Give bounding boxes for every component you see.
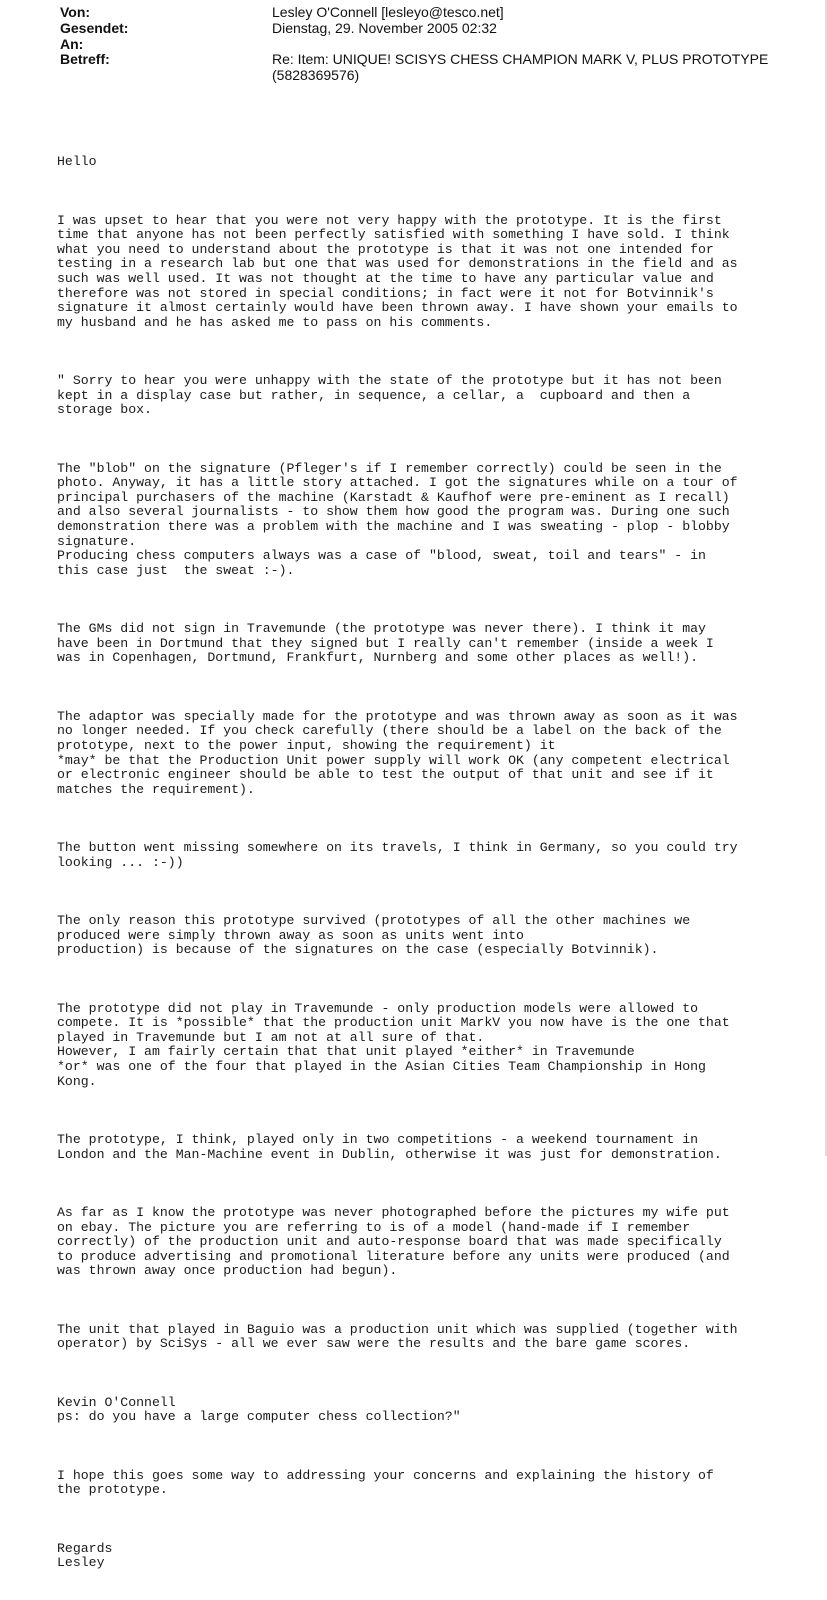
paragraph-4: The GMs did not sign in Travemunde (the prototype was never there). I think it may have been in Dortmund that they signed but I really can't remember (inside a week I was in Copenhagen, Dortmund, Frankfurt, Nurnberg and some other places as well!). [57, 621, 714, 666]
subject-value: Re: Item: UNIQUE! SCISYS CHESS CHAMPION MARK V, PLUS PROTOTYPE (5828369576) [272, 51, 769, 83]
closing: Regards Lesley [57, 1540, 113, 1571]
paragraph-9: The prototype, I think, played only in two competitions - a weekend tournament in London and the Man-Machine event in Dublin, otherwise it was just for demonstration. [57, 1131, 722, 1162]
paragraph-2: " Sorry to hear you were unhappy with the state of the prototype but it has not been kept in a display case but rather, in sequence, a cellar, a cupboard and then a storage box. [57, 373, 722, 418]
paragraph-12: Kevin O'Connell ps: do you have a large computer chess collection?" [57, 1394, 461, 1425]
paragraph-13: I hope this goes some way to addressing your concerns and explaining the history of the prototype. [57, 1467, 714, 1498]
sent-value: Dienstag, 29. November 2005 02:32 [272, 20, 497, 36]
paragraph-3: The "blob" on the signature (Pfleger's if I remember correctly) could be seen in the photo. Anyway, it has a little story attached. I got the signatures while on a tour of principal purchasers of the machine (Karstadt & Kaufhof were pre-eminent as I recall) and also several journalists - to show them how good the program was. During one such demonstration there was a problem with the machine and I was sweating - plop - blobby signature. Producing chess computers always was a case of "blood, sweat, toil and tears" - in this case just the sweat :-). [57, 460, 738, 578]
paragraph-7: The only reason this prototype survived (prototypes of all the other machines we produced were simply thrown away as soon as units went into production) is because of the signatures on the case (especially Botvinnik). [57, 913, 691, 958]
subject-label: Betreff: [60, 51, 110, 67]
from-value: Lesley O'Connell [lesleyo@tesco.net] [272, 4, 504, 20]
paragraph-8: The prototype did not play in Travemunde - only production models were allowed to compete. It is *possible* that the production unit MarkV you now have is the one that played in Travemunde but I am not at all sure of that. However, I am fairly certain that that unit played *either* in Travemunde *or* was one of the four that played in the Asian Cities Team Championship in Hong Kong. [57, 1000, 730, 1089]
paragraph-6: The button went missing somewhere on its travels, I think in Germany, so you could try looking ... :-)) [57, 840, 738, 870]
greeting: Hello [57, 154, 97, 170]
paragraph-5: The adaptor was specially made for the prototype and was thrown away as soon as it was no longer needed. If you check carefully (there should be a label on the back of the prototype, next to the power input, showing the requirement) it *may* be that the Production Unit power supply will work OK (any competent electrical or electronic engineer should be able to test the output of that unit and see if it matches the requirement). [57, 708, 738, 797]
sent-label: Gesendet: [60, 20, 129, 36]
paragraph-11: The unit that played in Baguio was a production unit which was supplied (together with operator) by SciSys - all we ever saw were the results and the bare game scores. [57, 1321, 738, 1352]
paragraph-10: As far as I know the prototype was never photographed before the pictures my wife put on ebay. The picture you are referring to is of a model (hand-made if I remember correctly) of the production unit and auto-response board that was made specifically to produce advertising and promotional literature before any units were produced (and was thrown away once production had begun). [57, 1204, 730, 1279]
from-label: Von: [60, 4, 91, 20]
paragraph-1: I was upset to hear that you were not very happy with the prototype. It is the first time that anyone has not been perfectly satisfied with something I have sold. I think what you need to understand about the prototype is that it was not one intended for testing in a research lab but one that was used for demonstrations in the field and as such was well used. It was not thought at the time to have any particular value and therefore was not stored in special conditions; in fact were it not for Botvinnik's signature it almost certainly would have been thrown away. I have shown your emails to my husband and he has asked me to pass on his comments. [57, 212, 738, 330]
email-body [57, 126, 787, 1600]
to-label: An: [60, 36, 84, 52]
